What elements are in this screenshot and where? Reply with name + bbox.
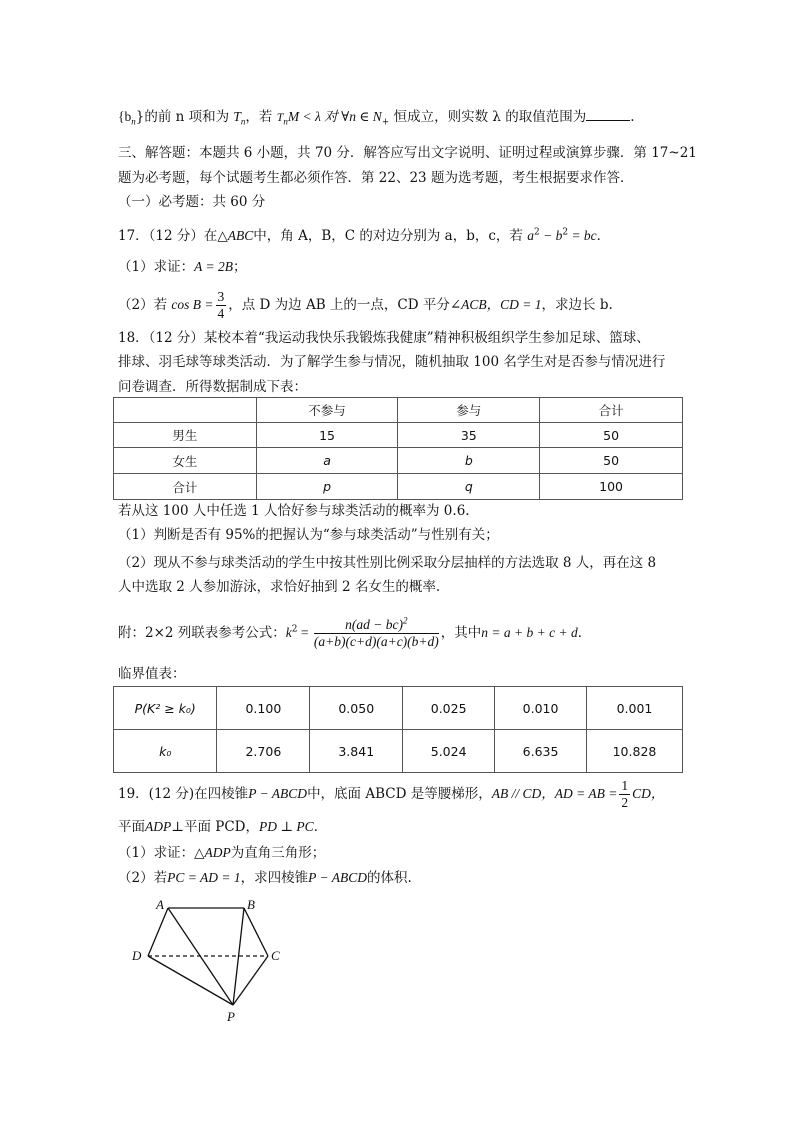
table-cell: 6.635 (495, 730, 587, 773)
q19-adp: ADP (145, 819, 172, 834)
q17-part1 (118, 257, 246, 277)
q17-p2-text: ，点 D 为边 AB 上的一点，CD 平分 (228, 297, 450, 313)
q17-intro-a: 17．（12 分）在 (118, 228, 218, 244)
table-cell: p (256, 474, 398, 500)
q19-line2-end: ． (313, 819, 328, 835)
survey-table (113, 397, 683, 500)
q16-cond-sub: + (381, 117, 390, 128)
vertex-label-D: D (132, 948, 142, 963)
q16-text2: ，若 (245, 109, 277, 125)
vertex-label-P: P (227, 1009, 235, 1024)
q19-line2-c: PD ⊥ PC (258, 819, 314, 834)
q19-intro-b: 中，底面 ABCD 是等腰梯形， (307, 786, 492, 802)
q19-par: AB // CD (491, 786, 542, 801)
table-cell: 5.024 (403, 730, 495, 773)
vertex-label-C: C (271, 948, 280, 963)
q19-part1 (118, 843, 325, 863)
table-cell: 3.841 (310, 730, 403, 773)
q19-pyr: P − ABCD (248, 786, 308, 801)
q17-eq-a: a (527, 228, 534, 243)
edge-BC (244, 908, 268, 956)
table-cell: 0.010 (495, 687, 587, 730)
table-cell: 0.100 (217, 687, 310, 730)
q19-p1-label: （1）求证： (118, 845, 195, 861)
section3-line3: （一）必考题：共 60 分 (118, 194, 266, 210)
q19-line2-b: ⊥平面 PCD， (171, 819, 259, 835)
q17-eq-b: − b (539, 228, 563, 243)
q19-p1-text: 为直角三角形； (230, 845, 326, 861)
table-cell: 15 (256, 423, 398, 448)
table-cell: 100 (540, 474, 683, 500)
table-row-label: k₀ (114, 730, 217, 773)
q19-line2 (118, 817, 327, 837)
q19-p2-end: 的体积. (366, 870, 412, 886)
edge-DP (148, 956, 233, 1005)
critical-label: 临界值表： (118, 666, 186, 682)
fraction-3-4: $\frac{3}{4}$ (217, 289, 225, 321)
answer-blank[interactable] (586, 106, 630, 121)
table-cell: a (256, 448, 398, 474)
q19-p2-pyr: P − ABCD (308, 870, 367, 885)
q18-formula: 附：2×2 列联表参考公式：$k^2$ = $\frac{n(ad - bc)^2}{(a+b)(c+d)(a+c)(b+d)}$ ，其中n = a + b + c + d． (118, 615, 592, 649)
table-cell: q (398, 474, 540, 500)
fraction-1-2: $\frac{1}{2}$ (621, 778, 629, 810)
q16-cond: M < λ 对 ∀n ∈ N (287, 109, 382, 124)
formula-label: 附：2×2 列联表参考公式： (118, 625, 286, 641)
vertex-label-B: B (247, 897, 255, 912)
q19-intro-a: 19．(12 分)在四棱锥 (118, 786, 249, 802)
table-cell: 女生 (114, 448, 257, 474)
q17-p2-label: （2）若 (118, 297, 172, 313)
seq-open: {b (118, 109, 132, 124)
q19-line2-a: 平面 (118, 819, 145, 835)
q16-end: . (630, 109, 635, 125)
q19-eq1: ，AD = AB = (541, 786, 618, 801)
q17-p1-label: （1）求证： (118, 259, 195, 275)
edge-AD (148, 908, 168, 956)
table-header-cell: 合计 (540, 398, 683, 423)
table-cell: 0.025 (403, 687, 495, 730)
pyramid-figure (120, 893, 300, 1028)
table-cell: b (398, 448, 540, 474)
section3-line1: 三、解答题：本题共 6 小题，共 70 分．解答应写出文字说明、证明过程或演算步骤．第 17~21 (118, 145, 697, 161)
table-row (114, 730, 683, 773)
table-cell: 10.828 (586, 730, 682, 773)
q19-part2 (118, 868, 412, 888)
table-row-label: P(K² ≥ k₀) (114, 687, 217, 730)
q19-p1-tri: △ADP (194, 845, 231, 860)
q19-eq1-end: CD， (632, 786, 665, 801)
q19-p2-label: （2）若 (118, 870, 168, 886)
q17-p2-cos: cos B = (171, 297, 214, 312)
q18-part1: （1）判断是否有 95%的把握认为“参与球类活动”与性别有关； (118, 527, 499, 543)
q16-T-sub: n (240, 116, 246, 127)
q16-text1: }的前 n 项和为 (135, 109, 234, 125)
critical-value-table (113, 686, 683, 773)
table-header-cell: 不参与 (256, 398, 398, 423)
table-cell: 50 (540, 448, 683, 474)
q18-line3: 问卷调查．所得数据制成下表： (118, 379, 307, 395)
q18-line1: 18．（12 分）某校本着“我运动我快乐我锻炼我健康”精神积极组织学生参加足球、篮球、 (118, 330, 650, 346)
q19-intro (118, 776, 664, 812)
q19-p2-text: ，求四棱锥 (240, 870, 309, 886)
q19-p2-eq: PC = AD = 1 (167, 870, 241, 885)
q17-eq-c: = bc (568, 228, 597, 243)
formula-lhs: k (285, 625, 292, 640)
formula-fraction: $\frac{n(ad - bc)^2}{(a+b)(c+d)(a+c)(b+d)}$ (313, 615, 439, 649)
q17-p2-cd: ，CD = 1 (486, 297, 542, 312)
table-cell: 男生 (114, 423, 257, 448)
table-cell: 合计 (114, 474, 257, 500)
q16-T: T (233, 109, 241, 124)
q18-after: 若从这 100 人中任选 1 人恰好参与球类活动的概率为 0.6. (118, 503, 470, 519)
q17-part2 (118, 287, 613, 323)
table-cell: 50 (540, 423, 683, 448)
formula-where: ，其中 (440, 625, 482, 641)
q17-eq-end: ． (596, 228, 611, 244)
table-cell: 35 (398, 423, 540, 448)
q18-line2: 排球、羽毛球等球类活动．为了解学生参与情况，随机抽取 100 名学生对是否参与情况进行 (118, 354, 666, 370)
table-header-row (114, 398, 683, 423)
section3-line2: 题为必考题，每个试题考生都必须作答．第 22、23 题为选考题，考生根据要求作答． (118, 170, 634, 186)
q18-part2b: 人中选取 2 人参加游泳，求恰好抽到 2 名女生的概率. (118, 579, 441, 595)
q17-p1-eq: A = 2B (194, 259, 233, 274)
formula-end: ． (577, 625, 592, 641)
q17-intro: 17．（12 分）在△ABC中，角 A，B，C 的对边分别为 a，b，c，若 $a^2 - b^2$ = bc． (118, 227, 611, 244)
table-header-cell: 参与 (398, 398, 540, 423)
vertex-label-A: A (156, 897, 164, 912)
q18-part2a: （2）现从不参与球类活动的学生中按其性别比例采取分层抽样的方法选取 8 人，再在这 8 (118, 555, 657, 571)
q17-p2-end: ，求边长 b. (541, 297, 613, 313)
formula-n: n = a + b + c + d (481, 625, 578, 640)
table-cell: 2.706 (217, 730, 310, 773)
q16-text3: 恒成立，则实数 λ 的取值范围为 (389, 109, 587, 125)
table-cell: 0.050 (310, 687, 403, 730)
table-row (114, 687, 683, 730)
table-row (114, 474, 683, 500)
q16-tail (118, 106, 635, 127)
q17-intro-b: 中，角 A，B，C 的对边分别为 a，b，c，若 (253, 228, 528, 244)
table-header-cell (114, 398, 257, 423)
table-cell: 0.001 (586, 687, 682, 730)
q17-triangle: △ABC (217, 228, 254, 243)
q16-T2-sub: n (283, 116, 288, 127)
q17-p2-angle: ∠ACB (449, 297, 487, 312)
table-row (114, 448, 683, 474)
q17-p1-end: ； (232, 259, 247, 275)
seq-sub: n (131, 116, 136, 127)
q16-T2: T (276, 110, 284, 124)
table-row (114, 423, 683, 448)
